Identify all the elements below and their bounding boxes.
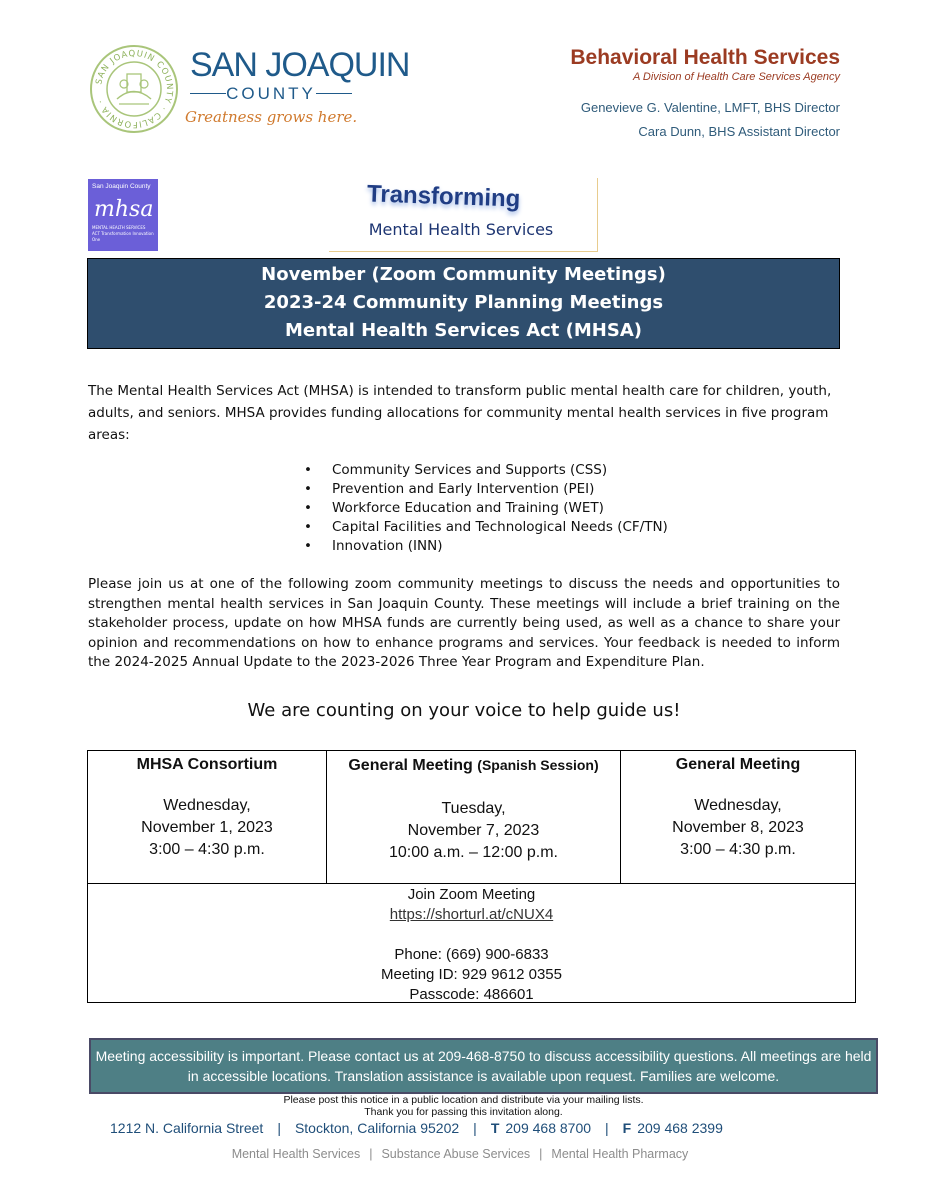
- department-title: Behavioral Health Services: [570, 46, 840, 69]
- county-tagline: Greatness grows here.: [185, 108, 358, 126]
- divider: [88, 883, 855, 884]
- mental-health-services-text: Mental Health Services: [368, 220, 554, 239]
- separator: |: [277, 1120, 281, 1136]
- meeting-day: Wednesday,: [694, 797, 782, 814]
- meeting-title-text: MHSA Consortium: [136, 756, 278, 773]
- title-line-2: 2023-24 Community Planning Meetings: [263, 292, 664, 313]
- address-bar: [90, 1120, 830, 1136]
- meeting-title: [327, 755, 620, 776]
- meeting-cell: [327, 751, 620, 883]
- zoom-meeting-id: Meeting ID: 929 9612 0355: [381, 966, 562, 983]
- meeting-time: 10:00 a.m. – 12:00 p.m.: [389, 844, 558, 861]
- county-name: SAN JOAQUIN: [190, 46, 410, 84]
- meeting-cell: [88, 751, 326, 883]
- meetings-table: [87, 750, 856, 1003]
- meeting-title-note: (Spanish Session): [477, 757, 599, 773]
- fax-label: F: [622, 1120, 632, 1136]
- intro-paragraph: The Mental Health Services Act (MHSA) is intended to transform public mental health care for children, youth, adults, and seniors. MHSA provides funding allocations for community mental health services in five program areas:: [88, 383, 832, 443]
- program-areas-list: [304, 461, 754, 556]
- meeting-cell: [621, 751, 855, 883]
- transforming-mhs-logo: [329, 178, 598, 252]
- zoom-passcode: Passcode: 486601: [409, 986, 534, 1003]
- transforming-text: Transforming: [366, 180, 521, 213]
- phone-number: 209 468 8700: [505, 1120, 592, 1136]
- service-item: Substance Abuse Services: [381, 1147, 531, 1161]
- mhsa-logo-wordmark: mhsa: [94, 197, 154, 222]
- assistant-director-name: Cara Dunn, BHS Assistant Director: [638, 124, 840, 139]
- divider: [316, 93, 352, 94]
- zoom-phone: Phone: (669) 900-6833: [394, 946, 549, 963]
- service-item: Mental Health Services: [231, 1147, 361, 1161]
- meeting-time: 3:00 – 4:30 p.m.: [149, 841, 265, 858]
- accessibility-banner: Meeting accessibility is important. Please contact us at 209-468-8750 to discuss accessibility questions. All meetings are held in accessible locations. Translation assistance is available upon request. Families are welcome.: [89, 1038, 878, 1094]
- post-notice: Please post this notice in a public location and distribute via your mailing lists.: [283, 1094, 644, 1106]
- meeting-day: Wednesday,: [163, 797, 251, 814]
- list-item: • Community Services and Supports (CSS): [304, 461, 754, 480]
- meeting-time: 3:00 – 4:30 p.m.: [680, 841, 796, 858]
- list-item: • Innovation (INN): [304, 537, 754, 556]
- separator: |: [369, 1147, 373, 1161]
- separator: |: [539, 1147, 543, 1161]
- mhsa-logo-small-text: MENTAL HEALTH SERVICES ACT Transformation Innovation One: [92, 225, 154, 242]
- director-name: Genevieve G. Valentine, LMFT, BHS Director: [580, 100, 840, 115]
- street-address: 1212 N. California Street: [110, 1120, 264, 1136]
- county-seal: [89, 44, 179, 134]
- title-banner: [87, 258, 840, 349]
- zoom-link[interactable]: https://shorturl.at/cNUX4: [389, 906, 554, 923]
- meeting-date: November 1, 2023: [141, 819, 273, 836]
- service-item: Mental Health Pharmacy: [551, 1147, 689, 1161]
- meeting-day: Tuesday,: [441, 800, 506, 817]
- department-subtitle: A Division of Health Care Services Agency: [632, 71, 840, 83]
- meeting-date: November 8, 2023: [672, 819, 804, 836]
- fax-number: 209 468 2399: [637, 1120, 723, 1136]
- services-bar: [90, 1147, 830, 1161]
- meeting-title: [88, 755, 326, 775]
- slogan: We are counting on your voice to help guide us!: [247, 700, 681, 721]
- mhsa-logo: [88, 179, 158, 251]
- list-item: • Capital Facilities and Technological Needs (CF/TN): [304, 518, 754, 537]
- zoom-details: [88, 885, 855, 1005]
- county-subtitle-text: COUNTY: [226, 84, 316, 103]
- mhsa-logo-county: San Joaquin County: [92, 183, 151, 190]
- phone-label: T: [490, 1120, 500, 1136]
- meeting-title-text: General Meeting: [675, 756, 801, 773]
- svg-text:SAN JOAQUIN COUNTY · CALIFORNI: SAN JOAQUIN COUNTY · CALIFORNIA ·: [94, 48, 175, 130]
- meeting-title-text: General Meeting: [348, 757, 473, 774]
- title-line-1: November (Zoom Community Meetings): [261, 264, 666, 285]
- list-item: • Workforce Education and Training (WET): [304, 499, 754, 518]
- thanks-note: Thank you for passing this invitation along.: [364, 1106, 563, 1118]
- list-item: • Prevention and Early Intervention (PEI): [304, 480, 754, 499]
- zoom-join-label: Join Zoom Meeting: [407, 886, 536, 903]
- county-seal-graphic: [89, 44, 179, 134]
- city-address: Stockton, California 95202: [294, 1120, 460, 1136]
- separator: |: [605, 1120, 609, 1136]
- separator: |: [473, 1120, 477, 1136]
- meeting-date: November 7, 2023: [407, 822, 540, 839]
- title-line-3: Mental Health Services Act (MHSA): [284, 320, 642, 341]
- invitation-paragraph: Please join us at one of the following zoom community meetings to discuss the needs and opportunities to strengthen mental health services in San Joaquin County. These meetings will include a brief training on the stakeholder process, update on how MHSA funds are currently being used, as well as a chance to share your opinion and recommendations on how to enhance programs and services. Your feedback is needed to inform the 2024-2025 Annual Update to the 2023-2026 Three Year Program and Expenditure Plan.: [88, 576, 840, 670]
- meeting-title: [621, 755, 855, 775]
- county-subtitle: [190, 84, 352, 104]
